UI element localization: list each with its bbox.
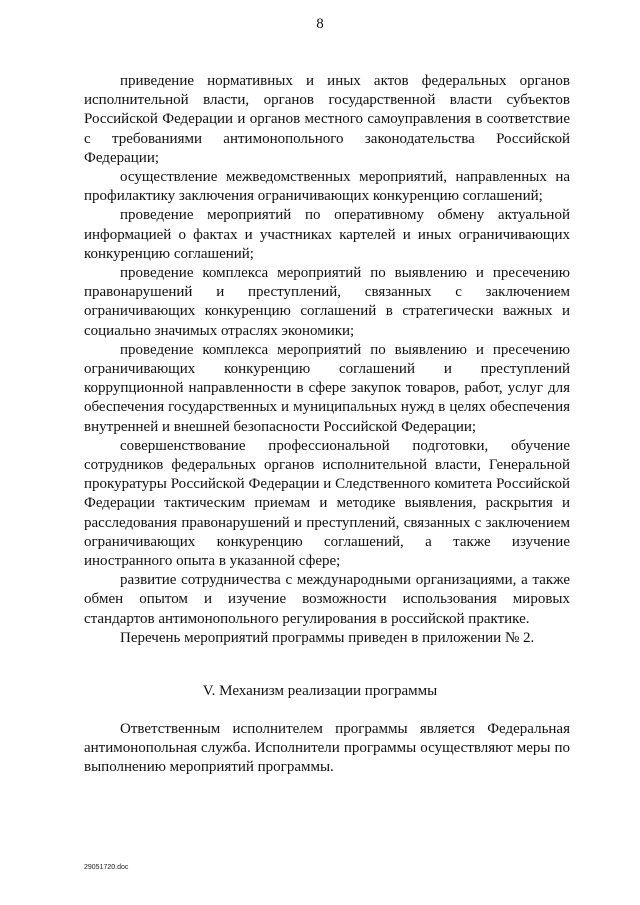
paragraph-strategic-sectors: проведение комплекса мероприятий по выявлению и пресечению правонарушений и преступлений, связанных с заключением ограничивающих конкуренцию соглашений в стратегически важных и социально значимых отраслях экономики; <box>84 265 570 339</box>
paragraph-training: совершенствование профессиональной подготовки, обучение сотрудников федеральных органов исполнительной власти, Генеральной прокуратуры Российской Федерации и Следственного комитета Российской Федерации тактическим приемам и методике выявления, раскрытия и расследования правонарушений и преступлений, связанных с заключением ограничивающих конкуренцию соглашений, а также изучение иностранного опыта в указанной сфере; <box>84 437 570 570</box>
paragraph-procurement: проведение комплекса мероприятий по выявлению и пресечению ограничивающих конкуренцию соглашений и преступлений коррупционной направленности в сфере закупок товаров, работ, услуг для обеспечения государственных и муниципальных нужд в целях обеспечения внутренней и внешней безопасности Российской Федерации; <box>84 341 570 435</box>
body-text <box>84 72 570 648</box>
section-text <box>84 720 570 778</box>
paragraph-responsible-executor: Ответственным исполнителем программы является Федеральная антимонопольная служба. Исполнители программы осуществляют меры по выполнению мероприятий программы. <box>84 721 570 776</box>
page-number: 8 <box>316 16 324 32</box>
footer-filename: 29051720.doc <box>84 864 129 871</box>
paragraph-international-cooperation: развитие сотрудничества с международными организациями, а также обмен опытом и изучение возможности использования мировых стандартов антимонопольного регулирования в российской практике. <box>84 572 570 627</box>
paragraph-information-exchange: проведение мероприятий по оперативному обмену актуальной информацией о фактах и участниках картелей и иных ограничивающих конкуренцию соглашений; <box>84 207 570 262</box>
paragraph-appendix-reference: Перечень мероприятий программы приведен в приложении № 2. <box>120 629 535 646</box>
paragraph-interagency-measures: осуществление межведомственных мероприятий, направленных на профилактику заключения ограничивающих конкуренцию соглашений; <box>84 169 570 205</box>
paragraph-normative-acts: приведение нормативных и иных актов федеральных органов исполнительной власти, органов государственной власти субъектов Российской Федерации и органов местного самоуправления в соответствие с требованиями антимонопольного законодательства Российской Федерации; <box>84 73 570 166</box>
section-heading: V. Механизм реализации программы <box>202 683 438 699</box>
